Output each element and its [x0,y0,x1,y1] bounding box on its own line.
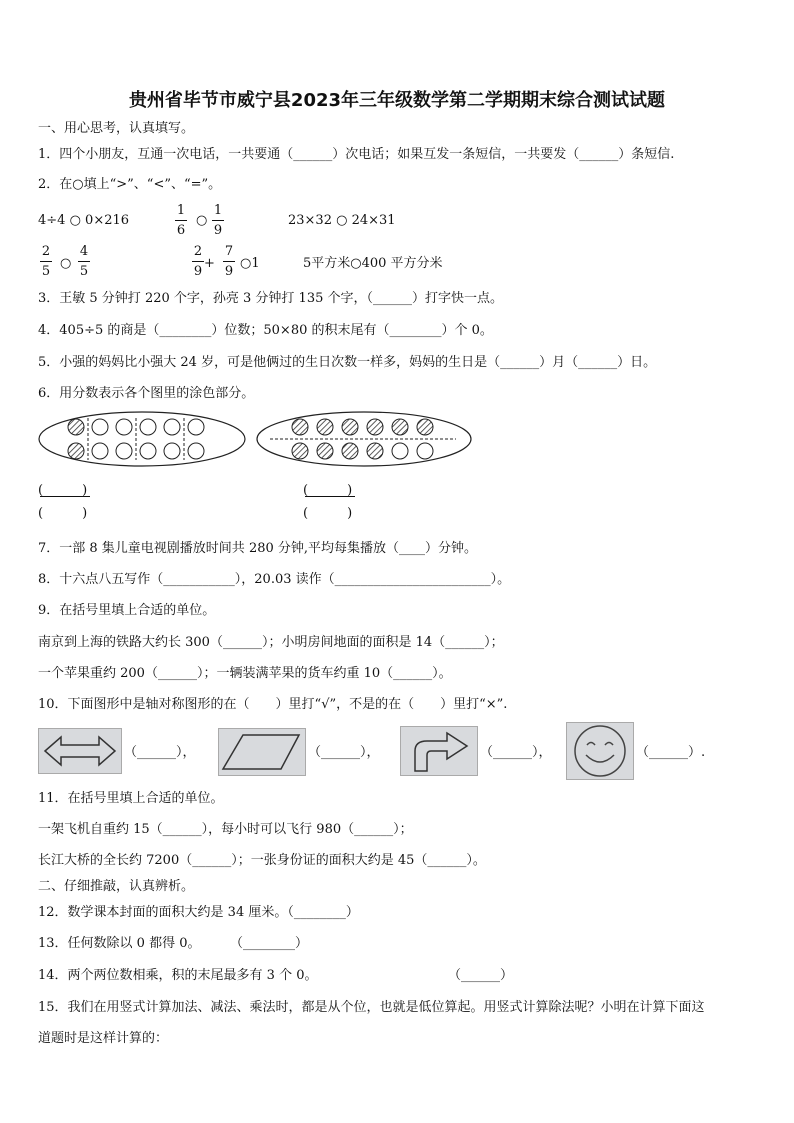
question-4: 4．405÷5 的商是（________）位数；50×80 的积末尾有（________）个 0。 [38,323,493,338]
fraction-2-5: 2 5 [41,244,51,279]
answer-fraction-denominator-2[interactable]: ( ) [303,506,353,521]
page-title: 贵州省毕节市威宁县2023年三年级数学第二学期期末综合测试试题 [128,90,666,111]
question-15-line-2: 道题时是这样计算的： [38,1031,169,1046]
compare-circle: ○ [196,213,208,228]
question-9: 9．在括号里填上合适的单位。 [38,603,216,618]
parallelogram-picture [218,728,306,776]
fraction-bar [305,496,355,497]
compare-circle: ○ [60,256,72,271]
question-11a: 一架飞机自重约 15（______），每小时可以飞行 980（______）； [38,822,413,837]
answer-blank-14[interactable]: （______） [448,968,514,983]
question-11b: 长江大桥的全长约 7200（______）；一张身份证的面积大约是 45（______）。 [38,853,486,868]
question-11: 11．在括号里填上合适的单位。 [38,791,224,806]
shaded-ellipse-figure-2 [256,410,474,468]
question-15-line-1: 15．我们在用竖式计算加法、减法、乘法时，都是从个位，也就是低位算起。用竖式计算除法呢？小明在计算下面这 [38,1000,705,1015]
question-7: 7．一部 8 集儿童电视剧播放时间共 280 分钟,平均每集播放（____）分钟。 [38,541,478,556]
question-1: 1．四个小朋友，互通一次电话，一共要通（______）次电话；如果互发一条短信，一共要发（______）条短信. [38,147,675,162]
question-5: 5．小强的妈妈比小强大 24 岁，可是他俩过的生日次数一样多，妈妈的生日是（______）月（______）日。 [38,355,657,370]
question-3: 3．王敏 5 分钟打 220 个字，孙亮 3 分钟打 135 个字，（______）打字快一点。 [38,291,503,306]
answer-blank-10-1[interactable]: （______）， [124,745,196,760]
section-1-heading: 一、用心思考，认真填写。 [38,121,195,136]
answer-fraction-numerator-2[interactable]: ( ) [303,483,353,498]
fraction-1-6: 1 6 [176,203,186,238]
answer-fraction-numerator-1[interactable]: ( ) [38,483,88,498]
answer-blank-13[interactable]: （________） [230,936,309,951]
compare-3: 23×32 ○ 24×31 [288,213,396,228]
question-12: 12．数学课本封面的面积大约是 34 厘米。（________） [38,905,359,920]
question-9a: 南京到上海的铁路大约长 300（______）；小明房间地面的面积是 14（______）； [38,635,504,650]
question-6: 6．用分数表示各个图里的涂色部分。 [38,386,255,401]
fraction-bar [40,496,90,497]
fraction-4-5: 4 5 [79,244,89,279]
plus-sign: + [204,256,215,271]
question-10: 10．下面图形中是轴对称图形的在（ ）里打“√”，不是的在（ ）里打“×”. [38,697,508,712]
compare-circle-one: ○1 [240,256,260,271]
question-9b: 一个苹果重约 200（______）；一辆装满苹果的货车约重 10（______）。 [38,666,452,681]
question-2: 2．在○填上“>”、“<”、“=”。 [38,177,222,192]
answer-blank-10-2[interactable]: （______）， [308,745,380,760]
double-arrow-picture [38,728,122,774]
shaded-ellipse-figure-1 [38,410,248,468]
fraction-2-9: 2 9 [193,244,203,279]
compare-1: 4÷4 ○ 0×216 [38,213,130,228]
fraction-1-9: 1 9 [213,203,223,238]
section-2-heading: 二、仔细推敲，认真辨析。 [38,879,195,894]
question-13: 13．任何数除以 0 都得 0。 [38,936,201,951]
smiley-face-picture [566,722,634,780]
question-14: 14．两个两位数相乘，积的末尾最多有 3 个 0。 [38,968,318,983]
answer-blank-10-3[interactable]: （______）， [480,745,552,760]
question-8: 8．十六点八五写作（___________），20.03 读作（________________________）。 [38,572,511,587]
compare-area: 5平方米○400 平方分米 [303,256,443,271]
fraction-7-9: 7 9 [224,244,234,279]
answer-fraction-denominator-1[interactable]: ( ) [38,506,88,521]
answer-blank-10-4[interactable]: （______）. [636,745,706,760]
turn-arrow-picture [400,726,478,776]
